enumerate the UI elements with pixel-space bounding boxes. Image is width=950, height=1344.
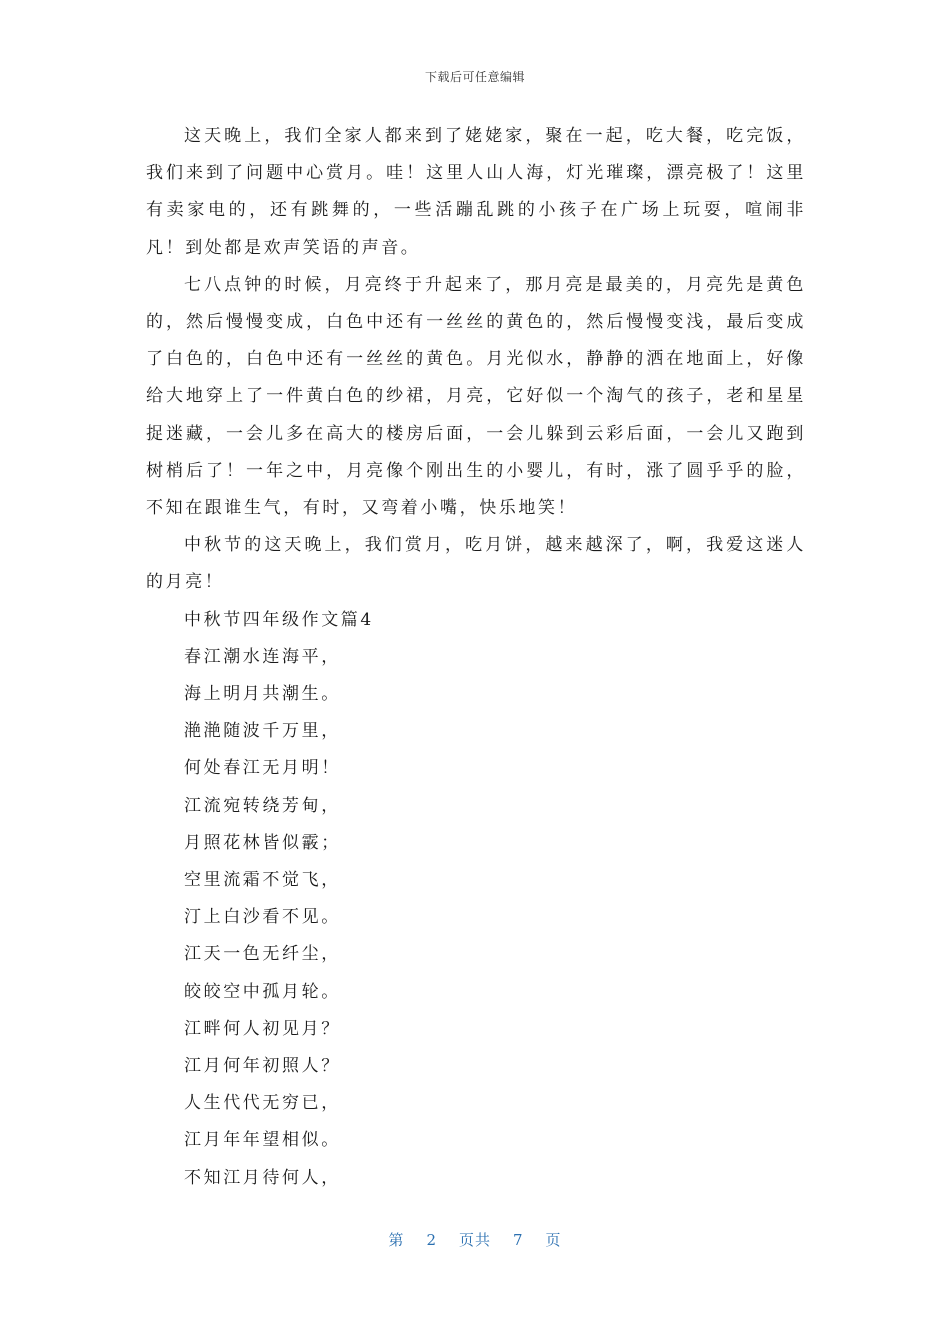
- poem-line: 滟滟随波千万里，: [184, 721, 341, 742]
- poem-line: 江月年年望相似。: [184, 1130, 341, 1151]
- poem-line: 海上明月共潮生。: [184, 684, 341, 705]
- poem-line: 春江潮水连海平，: [184, 646, 341, 667]
- footer-current-page: 2: [426, 1231, 437, 1249]
- footer-suffix: 页: [545, 1231, 562, 1249]
- paragraph-2: 七八点钟的时候，月亮终于升起来了，那月亮是最美的，月亮先是黄色的，然后慢慢变成，白色中还有一丝丝的黄色的，然后慢慢变浅，最后变成了白色的，白色中还有一丝丝的黄色。月光似水，静静的洒在地面上，好像给大地穿上了一件黄白色的纱裙，月亮，它好似一个淘气的孩子，老和星星捉迷藏，一会儿多在高大的楼房后面，一会儿躲到云彩后面，一会儿又跑到树梢后了！一年之中，月亮像个刚出生的小婴儿，有时，涨了圆乎乎的脸，不知在跟谁生气，有时，又弯着小嘴，快乐地笑！: [146, 274, 806, 519]
- paragraph-1: 这天晚上，我们全家人都来到了姥姥家，聚在一起，吃大餐，吃完饭，我们来到了问题中心赏月。哇！这里人山人海，灯光璀璨，漂亮极了！这里有卖家电的，还有跳舞的，一些活蹦乱跳的小孩子在广场上玩耍，喧闹非凡！到处都是欢声笑语的声音。: [146, 126, 806, 258]
- poem-line: 空里流霜不觉飞，: [184, 870, 341, 891]
- poem-line: 江流宛转绕芳甸，: [184, 795, 341, 816]
- poem-line: 不知江月待何人，: [184, 1167, 341, 1188]
- page-footer: [0, 1229, 950, 1250]
- page-header: 下载后可任意编辑: [424, 70, 525, 84]
- poem-line: 江月何年初照人？: [184, 1056, 341, 1077]
- poem-line: 人生代代无穷已，: [184, 1093, 341, 1114]
- footer-middle: 页共: [458, 1231, 491, 1249]
- poem-line: 江畔何人初见月？: [184, 1018, 341, 1039]
- footer-prefix: 第: [388, 1231, 405, 1249]
- paragraph-3: 中秋节的这天晚上，我们赏月，吃月饼，越来越深了，啊，我爱这迷人的月亮！: [146, 535, 806, 593]
- poem-line: 月照花林皆似霰；: [184, 832, 341, 853]
- poem-line: 何处春江无月明！: [184, 758, 341, 779]
- poem-line: 汀上白沙看不见。: [184, 907, 341, 928]
- poem: [146, 639, 806, 1197]
- section-title: 中秋节四年级作文篇4: [184, 609, 374, 630]
- poem-line: 皎皎空中孤月轮。: [184, 981, 341, 1002]
- footer-total-pages: 7: [513, 1231, 524, 1249]
- document-body: [146, 118, 806, 1197]
- poem-line: 江天一色无纤尘，: [184, 944, 341, 965]
